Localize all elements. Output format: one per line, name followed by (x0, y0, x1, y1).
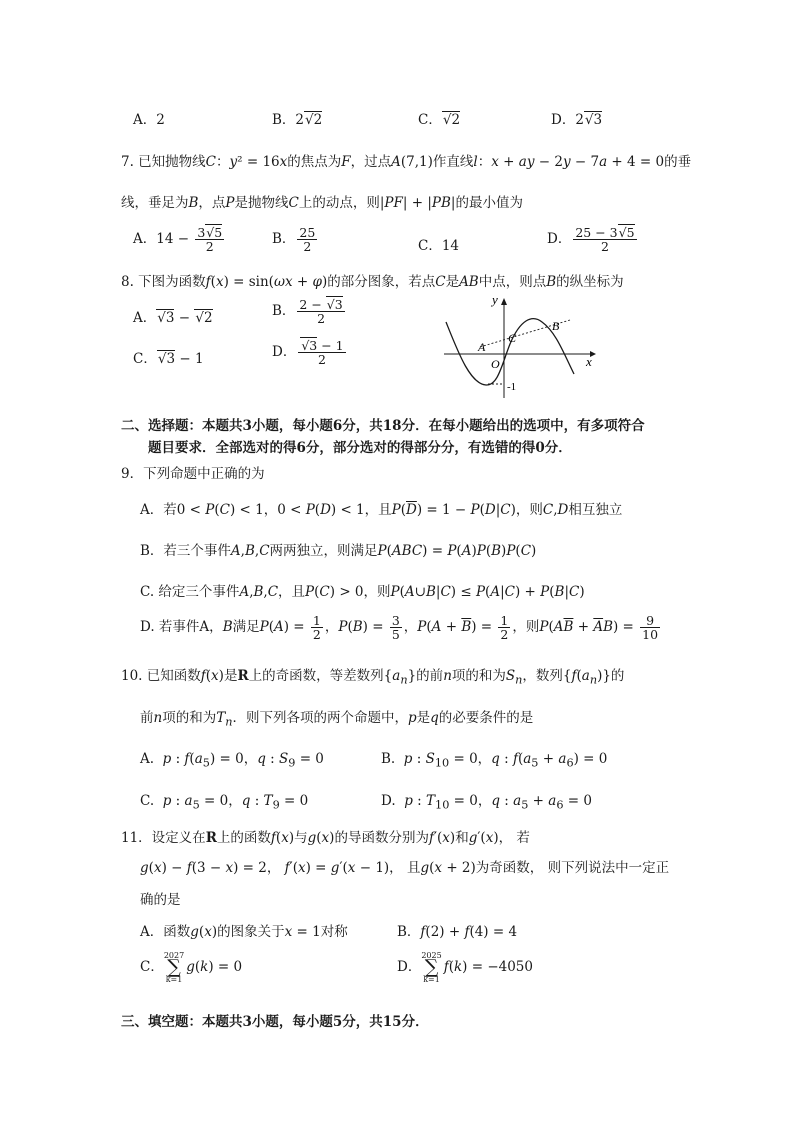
point-b-label: B (552, 319, 560, 333)
q8-stem: 8. 下图为函数f(x) = sin(ωx + φ)的部分图象，若点C是AB中点，则点B的纵坐标为 (121, 274, 624, 290)
q8-option-b: B． $\frac{2 - √3}{2}$ (272, 297, 343, 327)
q11-stem-line2: g(x) − f(3 − x) = 2， f′(x) = g′(x − 1)， 且g(x + 2)为奇函数， 则下列说法中一定正 (140, 860, 670, 876)
q6-option-b: B．2√2 (272, 112, 323, 128)
q7-option-a: A．14 − $\frac{3√5}{2}$ (133, 225, 223, 255)
q6-option-d: D．2√3 (551, 112, 603, 128)
q7-stem-line2: 线，垂足为B，点P是抛物线C上的动点，则|PF| + |PB|的最小值为 (121, 195, 523, 211)
x-label: x (586, 354, 592, 369)
q10-stem-line2: 前n项的和为$T_n$．则下列各项的两个命题中，p是q的必要条件的是 (140, 710, 534, 729)
q9-option-d: D. 若事件A，B满足P(A) = $\frac{1}{2}$ ，P(B) = $\frac{3}{5}$ ，$P(A + \overline{B})$ = $\frac{1}{2}$ ，则$P(A\overline{B} + \overline{A}B)$ = $\frac{9}{10}$ (140, 613, 659, 643)
q9-stem: 9．下列命题中正确的为 (121, 466, 265, 482)
q11-d-sum-symbol: 2025 ∑ k=1 (421, 951, 442, 985)
q10-option-c: C. p : $a_5 = 0$，q : $T_9 = 0$ (140, 793, 309, 812)
q7-stem-line1: 7. 已知抛物线C：y² = 16x的焦点为F，过点A(7,1)作直线l：x + ay − 2y − 7a + 4 = 0的垂 (121, 154, 692, 170)
origin-label: O (491, 357, 500, 371)
q11-stem-line1: 11．设定义在R上的函数f(x)与g(x)的导函数分别为f′(x)和g′(x)， 若 (121, 830, 530, 846)
y-label: y (492, 292, 498, 307)
q8-option-a: A．√3 − √2 (133, 310, 213, 326)
q10-stem-line1: 10. 已知函数f(x)是R上的奇函数，等差数列$\{a_n\}$的前n项的和为$S_n$，数列$\{f(a_n)\}$的 (121, 668, 625, 687)
q10-option-a: A. p : $f(a_5) = 0$，q : $S_9 = 0$ (140, 751, 324, 770)
section3-heading: 三、填空题：本题共3小题，每小题5分，共15分． (121, 1014, 429, 1030)
q10-option-d: D. p : $T_{10} = 0$，q : $a_5 + a_6 = 0$ (381, 793, 592, 812)
q9-option-b: B．若三个事件A,B,C两两独立，则满足P(ABC) = P(A)P(B)P(C) (140, 543, 537, 559)
q9-option-c: C. 给定三个事件A,B,C，且P(C) > 0，则P(A∪B|C) ≤ P(A|C) + P(B|C) (140, 584, 585, 600)
q11-stem-line3: 确的是 (140, 892, 181, 908)
q7-option-d: D． $\frac{25 - 3√5}{2}$ (547, 225, 635, 255)
q8-sine-graph (440, 292, 600, 402)
q10-option-b: B. p : $S_{10} = 0$，q : $f(a_5 + a_6) = 0$ (381, 751, 608, 770)
q9-option-a: A．若0 < P(C) < 1，0 < P(D) < 1，且$P(\overline{D}) = 1 - P(D|C)$，则C,D相互独立 (140, 502, 623, 518)
q8-option-d: D． $\frac{√3 - 1}{2}$ (272, 338, 344, 368)
q11-option-c: C． 2027 ∑ k=1 g(k) = 0 (140, 951, 243, 985)
y-axis-arrow (501, 298, 507, 305)
q11-c-sum-symbol: 2027 ∑ k=1 (163, 951, 185, 985)
section2-heading-line1: 二、选择题：本题共3小题，每小题6分，共18分．在每小题给出的选项中，有多项符合 (121, 418, 645, 434)
q6-option-a: A．2 (133, 112, 165, 128)
section2-heading-line2: 题目要求．全部选对的得6分，部分选对的得部分分，有选错的得0分． (148, 440, 572, 456)
point-c-label: C (508, 331, 517, 345)
q7-option-b: B． $\frac{25}{2}$ (272, 225, 316, 255)
q11-option-a: A．函数g(x)的图象关于x = 1对称 (140, 924, 348, 940)
q8-option-c: C．√3 − 1 (133, 351, 204, 367)
min-value-label: -1 (507, 381, 517, 393)
q7-option-c: C．14 (418, 238, 460, 254)
point-a-label: A (478, 340, 486, 354)
q6-option-c: C．√2 (418, 112, 461, 128)
q11-option-d: D． 2025 ∑ k=1 f(k) = −4050 (397, 951, 533, 985)
q11-option-b: B．f(2) + f(4) = 4 (397, 924, 518, 940)
